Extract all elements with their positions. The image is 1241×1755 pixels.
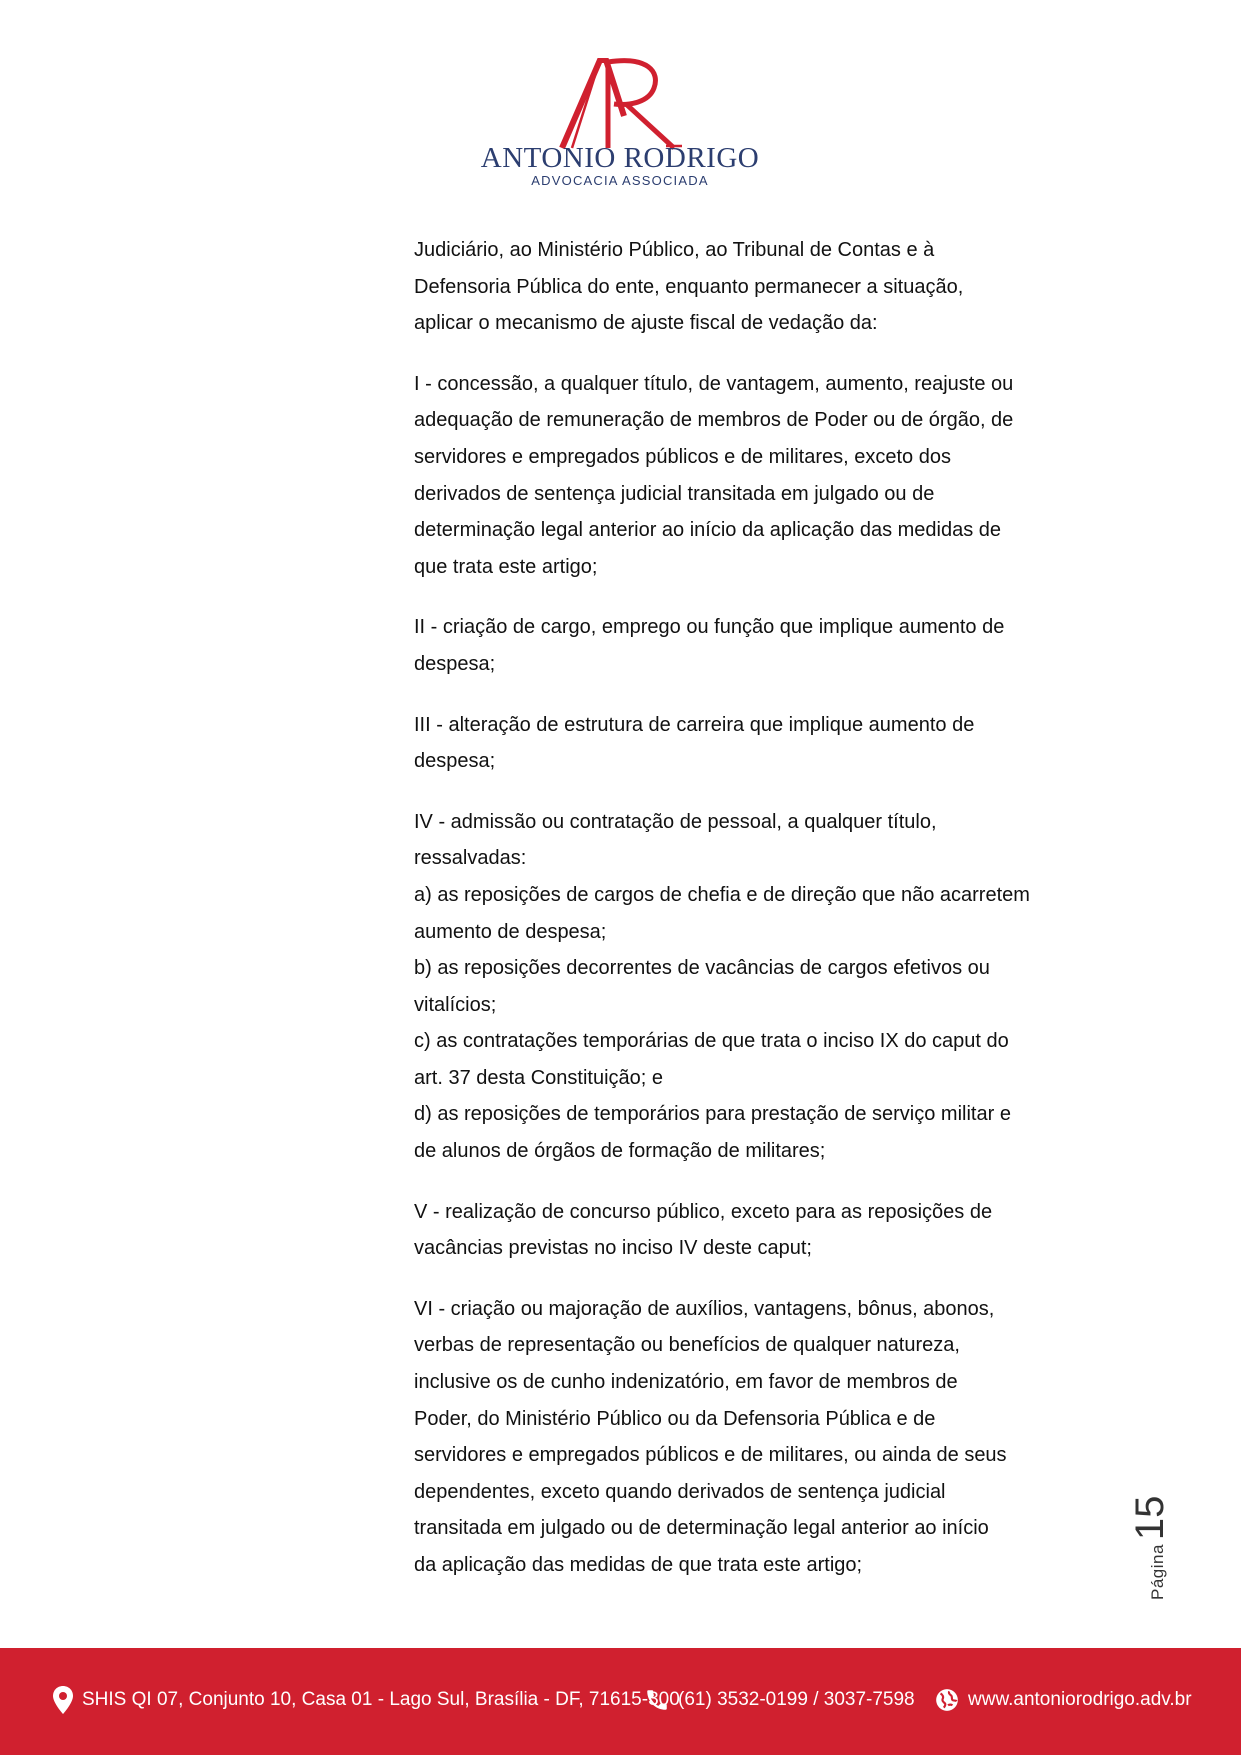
page-number bbox=[1128, 1496, 1173, 1600]
paragraph-item-iii bbox=[414, 707, 1064, 780]
text-line: que trata este artigo; bbox=[414, 555, 598, 578]
text-line: servidores e empregados públicos e de militares, ou ainda de seus bbox=[414, 1444, 1007, 1467]
phone-icon bbox=[644, 1687, 670, 1713]
text-line: de alunos de órgãos de formação de militares; bbox=[414, 1140, 826, 1163]
text-line: aplicar o mecanismo de ajuste fiscal de vedação da: bbox=[414, 312, 878, 335]
text-line: IV - admissão ou contratação de pessoal, a qualquer título, bbox=[414, 810, 937, 833]
text-line: b) as reposições decorrentes de vacâncias de cargos efetivos ou bbox=[414, 957, 990, 980]
text-line: inclusive os de cunho indenizatório, em favor de membros de bbox=[414, 1371, 958, 1394]
text-line: dependentes, exceto quando derivados de sentença judicial bbox=[414, 1480, 946, 1503]
page-number-value: 15 bbox=[1128, 1495, 1172, 1541]
text-line: II - criação de cargo, emprego ou função que implique aumento de bbox=[414, 616, 1005, 639]
page-number-label: Página bbox=[1148, 1544, 1167, 1600]
map-pin-icon bbox=[52, 1685, 74, 1715]
company-logo bbox=[470, 58, 770, 193]
text-line: III - alteração de estrutura de carreira que implique aumento de bbox=[414, 713, 975, 736]
text-line: derivados de sentença judicial transitada em julgado ou de bbox=[414, 482, 935, 505]
text-line: da aplicação das medidas de que trata este artigo; bbox=[414, 1554, 863, 1576]
text-line: vacâncias previstas no inciso IV deste caput; bbox=[414, 1237, 812, 1260]
footer-address-text: SHIS QI 07, Conjunto 10, Casa 01 - Lago Sul, Brasília - DF, 71615-300 bbox=[82, 1689, 680, 1710]
paragraph-item-ii bbox=[414, 609, 1064, 682]
paragraph-item-iv bbox=[414, 804, 1064, 1170]
footer-website[interactable] bbox=[934, 1684, 1192, 1716]
logo-company-subtitle: ADVOCACIA ASSOCIADA bbox=[531, 173, 709, 188]
ar-monogram-logo bbox=[556, 58, 686, 150]
logo-company-name: ANTONIO RODRIGO bbox=[480, 142, 760, 174]
text-line: ressalvadas: bbox=[414, 847, 527, 870]
text-line: despesa; bbox=[414, 750, 496, 773]
text-line: V - realização de concurso público, exceto para as reposições de bbox=[414, 1200, 993, 1223]
paragraph-item-vi bbox=[414, 1291, 1064, 1584]
text-line: determinação legal anterior ao início da aplicação das medidas de bbox=[414, 519, 1002, 542]
text-line: transitada em julgado ou de determinação legal anterior ao início bbox=[414, 1517, 989, 1540]
text-line: art. 37 desta Constituição; e bbox=[414, 1066, 664, 1089]
document-body bbox=[414, 232, 1064, 1584]
paragraph-item-i bbox=[414, 366, 1064, 586]
footer-phone-text: (61) 3532-0199 / 3037-7598 bbox=[678, 1689, 915, 1710]
text-line: servidores e empregados públicos e de militares, exceto dos bbox=[414, 445, 951, 468]
text-line: VI - criação ou majoração de auxílios, vantagens, bônus, abonos, bbox=[414, 1297, 995, 1320]
text-line: Judiciário, ao Ministério Público, ao Tribunal de Contas e à bbox=[414, 239, 935, 261]
text-line: Defensoria Pública do ente, enquanto permanecer a situação, bbox=[414, 275, 964, 298]
globe-icon bbox=[934, 1687, 960, 1713]
text-line: verbas de representação ou benefícios de qualquer natureza, bbox=[414, 1334, 960, 1357]
text-line: aumento de despesa; bbox=[414, 920, 607, 943]
contact-footer bbox=[0, 1648, 1241, 1755]
text-line: I - concessão, a qualquer título, de vantagem, aumento, reajuste ou bbox=[414, 372, 1014, 395]
text-line: Poder, do Ministério Público ou da Defensoria Pública e de bbox=[414, 1407, 936, 1430]
text-line: despesa; bbox=[414, 652, 496, 675]
footer-phone bbox=[644, 1684, 915, 1716]
text-line: a) as reposições de cargos de chefia e de direção que não acarretem bbox=[414, 883, 1030, 906]
text-line: d) as reposições de temporários para prestação de serviço militar e bbox=[414, 1103, 1011, 1126]
text-line: adequação de remuneração de membros de Poder ou de órgão, de bbox=[414, 409, 1014, 432]
text-line: vitalícios; bbox=[414, 993, 497, 1016]
text-line: c) as contratações temporárias de que trata o inciso IX do caput do bbox=[414, 1030, 1009, 1053]
footer-address bbox=[52, 1684, 680, 1716]
paragraph-item-v bbox=[414, 1194, 1064, 1267]
paragraph-intro bbox=[414, 232, 1064, 342]
footer-website-link[interactable]: www.antoniorodrigo.adv.br bbox=[968, 1689, 1192, 1710]
